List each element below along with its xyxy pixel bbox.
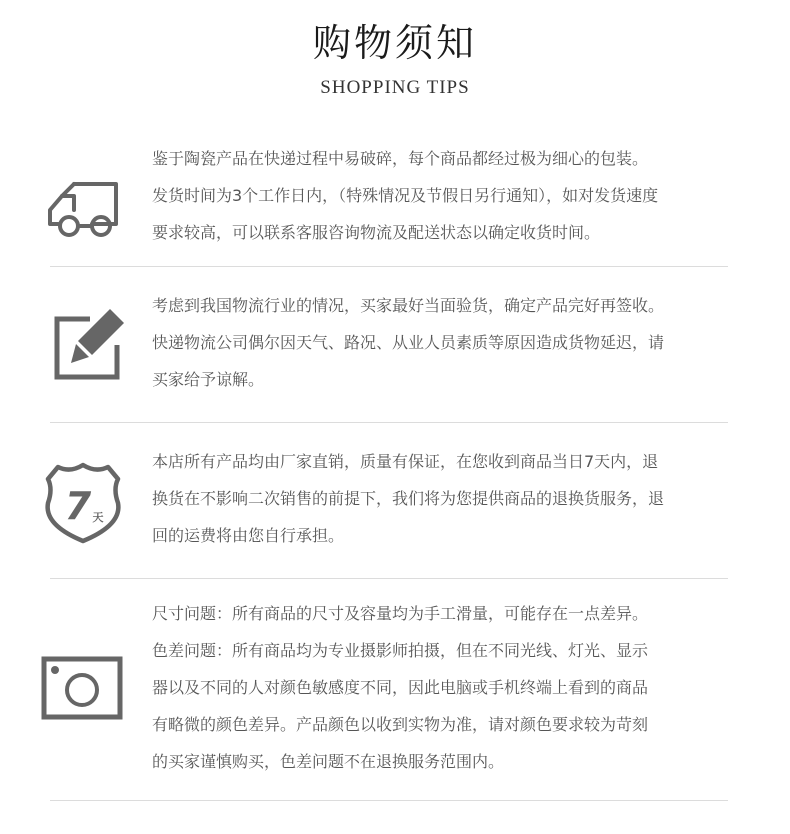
tip-text-color-size	[152, 595, 730, 780]
tip-section-color-size	[40, 595, 730, 785]
tip-section-delivery	[40, 140, 730, 260]
seven-day-shield-icon	[40, 459, 126, 545]
tip-line: 的买家谨慎购买，色差问题不在退换服务范围内。	[152, 752, 505, 771]
tip-line: 要求较高，可以联系客服咨询物流及配送状态以确定收货时间。	[152, 223, 601, 242]
tip-text-delivery	[152, 140, 730, 251]
tip-line: 发货时间为3个工作日内，（特殊情况及节假日另行通知），如对发货速度	[152, 186, 659, 205]
tip-line: 有略微的颜色差异。产品颜色以收到实物为准，请对颜色要求较为苛刻	[152, 715, 649, 734]
page-title: 购物须知	[312, 21, 477, 65]
delivery-truck-icon	[40, 158, 126, 244]
page-subtitle: SHOPPING TIPS	[320, 77, 470, 98]
badge-unit: 天	[92, 511, 104, 524]
tip-line: 尺寸问题：所有商品的尺寸及容量均为手工滑量，可能存在一点差异。	[152, 604, 649, 623]
tip-line: 本店所有产品均由厂家直销，质量有保证，在您收到商品当日7天内，退	[152, 452, 659, 471]
section-divider	[50, 800, 728, 801]
tip-text-returns	[152, 443, 730, 554]
tip-section-returns	[40, 443, 730, 563]
tip-line: 鉴于陶瓷产品在快递过程中易破碎，每个商品都经过极为细心的包装。	[152, 149, 649, 168]
tip-line: 色差问题：所有商品均为专业摄影师拍摄，但在不同光线、灯光、显示	[152, 641, 649, 660]
edit-sign-icon	[40, 301, 126, 387]
tip-line: 买家给予谅解。	[152, 370, 265, 389]
tip-text-inspection	[152, 287, 730, 398]
section-divider	[50, 266, 728, 267]
tip-line: 换货在不影响二次销售的前提下，我们将为您提供商品的退换货服务，退	[152, 489, 665, 508]
section-divider	[50, 422, 728, 423]
tip-line: 回的运费将由您自行承担。	[152, 526, 345, 545]
section-divider	[50, 578, 728, 579]
tip-line: 考虑到我国物流行业的情况，买家最好当面验货，确定产品完好再签收。	[152, 296, 665, 315]
tip-line: 器以及不同的人对颜色敏感度不同，因此电脑或手机终端上看到的商品	[152, 678, 649, 697]
tip-line: 快递物流公司偶尔因天气、路况、从业人员素质等原因造成货物延迟，请	[152, 333, 665, 352]
tip-section-inspection	[40, 287, 730, 407]
camera-icon	[40, 645, 126, 731]
badge-number: 7	[64, 484, 92, 528]
